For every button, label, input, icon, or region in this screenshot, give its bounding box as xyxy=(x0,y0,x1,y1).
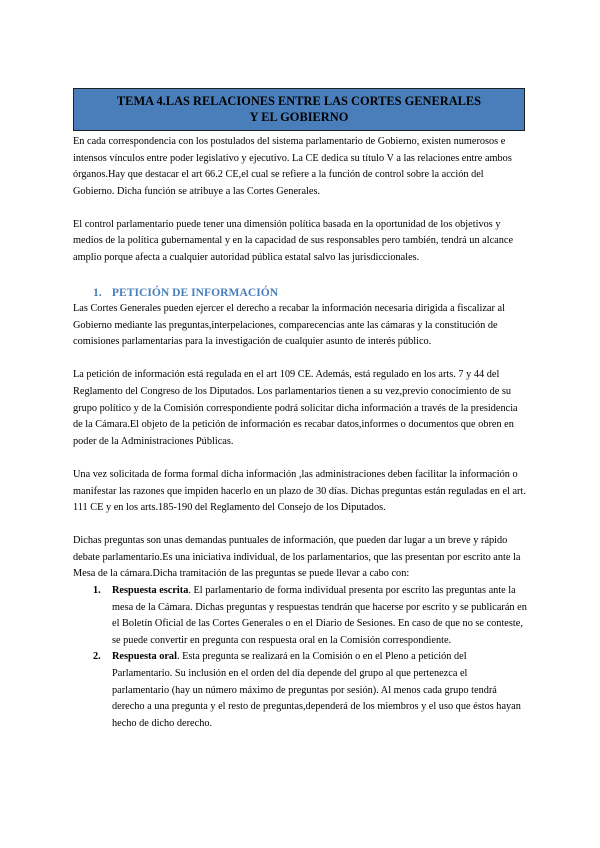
section-paragraph-1: Las Cortes Generales pueden ejercer el derecho a recabar la información necesaria dirigida a fiscalizar al Gobierno mediante las preguntas,interpelaciones, comparecencias ante las cámaras y la constitución de comisiones parlamentarias para la investigación de cualquier asunto de interés público. xyxy=(73,303,505,348)
title-banner xyxy=(73,88,525,131)
title-line-2: Y EL GOBIERNO xyxy=(249,109,349,124)
intro-paragraph-1: En cada correspondencia con los postulados del sistema parlamentario de Gobierno, existen numerosos e intensos vínculos entre poder legislativo y ejecutivo. La CE dedica su título V a las relaciones entre ambos órganos.Hay que destacar el art 66.2 CE,el cual se refiere a la función de control sobre la acción del Gobierno. Dicha función se atribuye a las Cortes Generales. xyxy=(73,136,512,197)
list-item xyxy=(73,583,527,649)
section-number: 1. xyxy=(93,286,102,300)
section-paragraph-2: La petición de información está regulada en el art 109 CE. Además, está regulado en los arts. 7 y 44 del Reglamento del Congreso de los Diputados. Los parlamentarios tienen a su vez,previo conocimiento de su grupo político y de la Comisión correspondiente podrá solicitar dicha información a través de la presidencia de la Cámara.El objeto de la petición de información es recabar datos,informes o documentos que obren en poder de la Administraciones Públicas. xyxy=(73,369,518,447)
list-item-term: Respuesta oral xyxy=(112,651,177,663)
answer-type-list xyxy=(73,583,527,732)
section-paragraph-4: Dichas preguntas son unas demandas puntuales de información, que pueden dar lugar a un breve y rápido debate parlamentario.Es una iniciativa individual, de los parlamentarios, que las presentan por escrito ante la Mesa de la cámara.Dicha tramitación de las preguntas se puede llevar a cabo con: xyxy=(73,535,521,580)
intro-paragraph-2: El control parlamentario puede tener una dimensión política basada en la oportunidad de los objetivos y medios de la política gubernamental y en la capacidad de sus responsables pero también, tendrá un alcance amplio porque afecta a cualquier autoridad pública estatal salvo las jurisdiccionales. xyxy=(73,218,514,264)
list-item-term: Respuesta escrita xyxy=(112,584,189,596)
list-item-text: . Esta pregunta se realizará en la Comisión o en el Pleno a petición del Parlamentario. Su inclusión en el orden del día depende del grupo al que pertenezca el parlamentario (hay un número máximo de preguntas por sesión). Al menos cada grupo tendrá derecho a una pregunta y el resto de preguntas,dependerá de los miembros y el uso que éstos hayan hecho de dicho derecho. xyxy=(112,651,521,729)
title-line-1: TEMA 4.LAS RELACIONES ENTRE LAS CORTES GENERALES xyxy=(116,94,482,108)
section-title: PETICIÓN DE INFORMACIÓN xyxy=(111,286,279,300)
list-item xyxy=(73,649,527,732)
list-marker: 1. xyxy=(93,584,101,596)
document-body xyxy=(73,134,527,732)
section-paragraph-3: Una vez solicitada de forma formal dicha información ,las administraciones deben facilitar la información o manifestar las razones que impiden hacerlo en un plazo de 30 días. Dichas preguntas están reguladas en el art. 111 CE y en los arts.185-190 del Reglamento del Consejo de los Diputados. xyxy=(73,468,526,514)
section-heading xyxy=(73,284,527,301)
list-item-text: . El parlamentario de forma individual presenta por escrito las preguntas ante la mesa de la Cámara. Dichas preguntas y respuestas tendrán que hacerse por escrito y se publicarán en el Boletín Oficial de las Cortes Generales o en el Diario de Sesiones. En caso de que no se conteste, se puede convertir en pregunta con respuesta oral en la Comisión correspondiente. xyxy=(112,584,527,646)
list-marker: 2. xyxy=(93,651,101,663)
